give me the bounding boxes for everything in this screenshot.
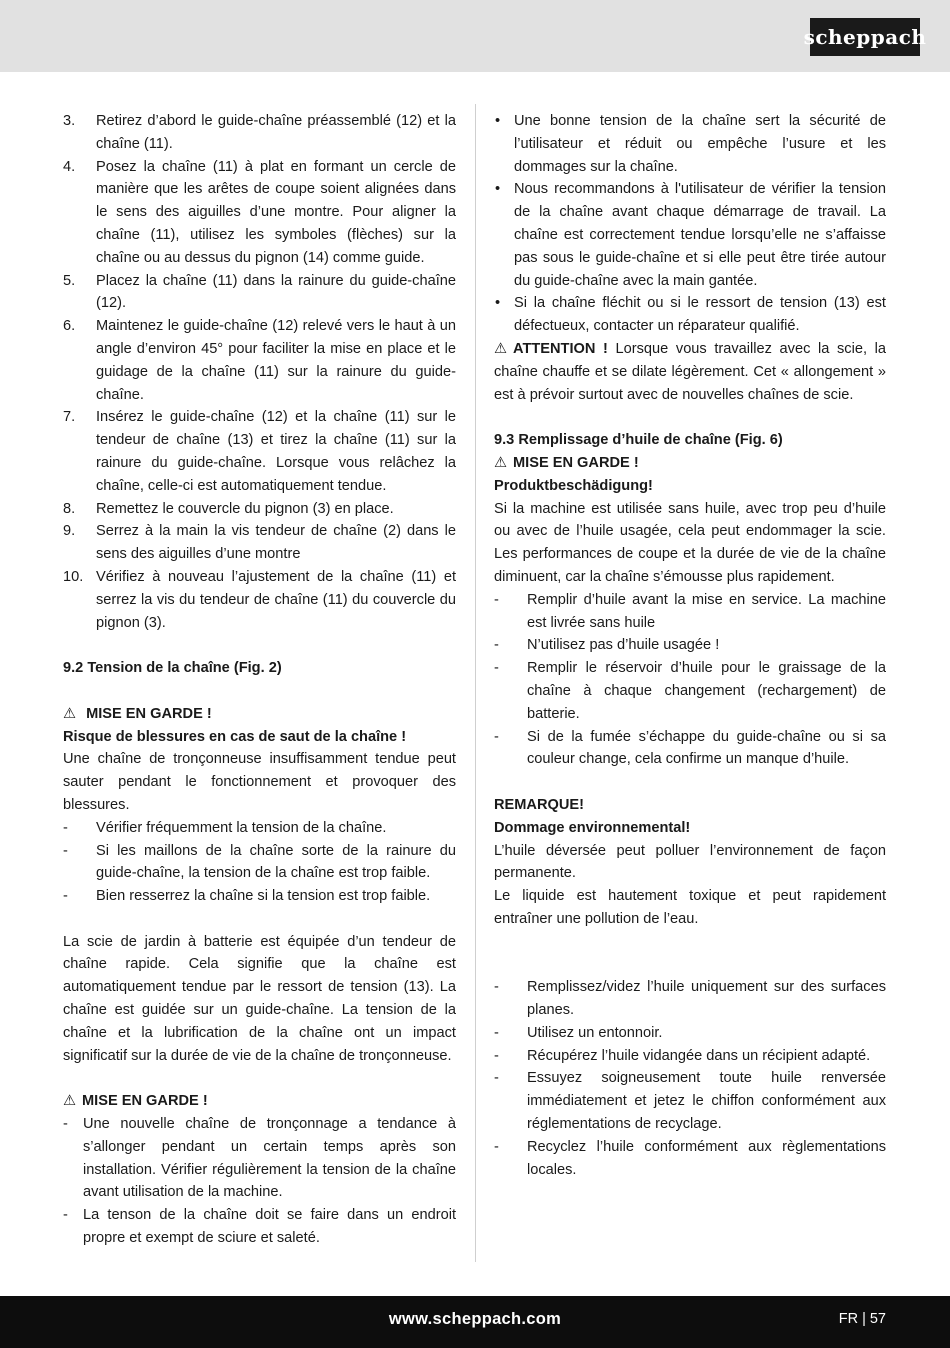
list-item-text: Recyclez l’huile conformément aux règlementations locales. bbox=[527, 1138, 886, 1178]
section-heading-9-3: 9.3 Remplissage d’huile de chaîne (Fig. 6) bbox=[494, 432, 783, 449]
step-item bbox=[63, 498, 456, 521]
list-item-text: Si les maillons de la chaîne sorte de la rainure du guide-chaîne, la tension de la chaîne est trop faible. bbox=[96, 842, 456, 882]
warning-heading bbox=[63, 1090, 456, 1113]
list-item-text: Remplir le réservoir d’huile pour le graissage de la chaîne à chaque changement (rechargement) de batterie. bbox=[527, 660, 886, 722]
attention-text: Lorsque vous travaillez avec la scie, la chaîne chauffe et se dilate légèrement. Cet « allongement » est à prévoir surtout avec de nouvelles chaînes de scie. bbox=[494, 340, 886, 403]
list-item-text: N’utilisez pas d’huile usagée ! bbox=[527, 637, 720, 654]
dash-marker: - bbox=[494, 637, 499, 654]
bullet-text: Nous recommandons à l'utilisateur de vérifier la tension de la chaîne avant chaque démarrage de travail. La chaîne est correctement tendue lorsqu’elle ne s’affaisse pas sous le guide-chaîne et si elle peut être tirée autour du guide-chaîne avec la main gantée. bbox=[514, 181, 886, 289]
step-number: 10. bbox=[63, 568, 84, 585]
list-item bbox=[494, 657, 886, 725]
step-text: Posez la chaîne (11) à plat en formant un cercle de manière que les arêtes de coupe soient alignées dans le sens des aiguilles d’une montre. Pour aligner la chaîne (11), utilisez les symboles (flèches) sur la chaîne ou au dessus du pignon (14) comme guide. bbox=[96, 158, 456, 266]
note-text: Le liquide est hautement toxique et peut rapidement entraîner une pollution de l’eau. bbox=[494, 888, 886, 927]
dash-marker: - bbox=[494, 1138, 499, 1155]
dash-marker: - bbox=[494, 979, 499, 996]
step-item bbox=[63, 520, 456, 566]
list-item-text: Si de la fumée s’échappe du guide-chaîne ou si sa couleur change, cela confirme un manque d’huile. bbox=[527, 728, 886, 768]
warning-subheading: Produktbeschädigung! bbox=[494, 477, 653, 494]
warning-label: MISE EN GARDE ! bbox=[513, 454, 639, 471]
brand-name: scheppach bbox=[803, 25, 927, 49]
list-item-text: Une nouvelle chaîne de tronçonnage a tendance à s’allonger pendant un certain temps après son installation. Vérifier régulièrement la tension de la chaîne avant utilisation de la machine. bbox=[83, 1116, 456, 1201]
step-number: 9. bbox=[63, 523, 76, 540]
warning-icon: ⚠ bbox=[63, 1093, 77, 1110]
list-item bbox=[494, 1045, 886, 1068]
step-number: 6. bbox=[63, 318, 76, 335]
list-item bbox=[494, 976, 886, 1022]
step-text: Insérez le guide-chaîne (12) et la chaîne (11) sur le tendeur de chaîne (13) et tirez la chaîne (11) sur la rainure du guide-chaîne. Lorsque vous relâchez la chaîne, celle-ci est automatiquement tendue. bbox=[96, 409, 456, 494]
note-subheading: Dommage environnemental! bbox=[494, 819, 691, 836]
step-item bbox=[63, 110, 456, 156]
warning-subheading: Risque de blessures en cas de saut de la chaîne ! bbox=[63, 728, 407, 745]
attention-label: ATTENTION ! bbox=[513, 340, 608, 357]
step-text: Serrez à la main la vis tendeur de chaîne (2) dans le sens des aiguilles d’une montre bbox=[96, 523, 456, 563]
header-bar bbox=[0, 0, 950, 72]
right-column bbox=[494, 110, 886, 1181]
note-text: L’huile déversée peut polluer l’environnement de façon permanente. bbox=[494, 842, 886, 882]
warning-icon: ⚠ bbox=[494, 454, 508, 471]
list-item-text: Essuyez soigneusement toute huile renversée immédiatement et jetez le chiffon conformément aux réglementations de recyclage. bbox=[527, 1070, 886, 1133]
steps-list bbox=[63, 110, 456, 634]
bullet-item bbox=[494, 292, 886, 338]
bullet-item bbox=[494, 110, 886, 178]
step-number: 3. bbox=[63, 113, 76, 129]
dash-marker: - bbox=[494, 1047, 499, 1064]
section-heading-9-2: 9.2 Tension de la chaîne (Fig. 2) bbox=[63, 660, 282, 677]
step-text: Maintenez le guide-chaîne (12) relevé vers le haut à un angle d’environ 45° pour faciliter la mise en place et le guidage de la chaîne (11) sur la rainure du guide-chaîne. bbox=[96, 318, 456, 403]
step-item bbox=[63, 315, 456, 406]
step-number: 8. bbox=[63, 500, 76, 517]
attention-paragraph bbox=[494, 338, 886, 406]
bullet-marker: • bbox=[495, 295, 501, 312]
step-text: Retirez d’abord le guide-chaîne préassemblé (12) et la chaîne (11). bbox=[96, 113, 456, 152]
step-text: Placez la chaîne (11) dans la rainure du guide-chaîne (12). bbox=[96, 272, 456, 312]
list-item bbox=[494, 1067, 886, 1135]
warning-text: Si la machine est utilisée sans huile, avec trop peu d’huile ou avec de l’huile usagée, cela peut endommager la scie. Les performances de coupe et la durée de vie de la chaîne diminuent, car la chaîne s’émousse plus rapidement. bbox=[494, 500, 886, 585]
warning-label: MISE EN GARDE ! bbox=[86, 705, 212, 722]
dash-marker: - bbox=[494, 1024, 499, 1041]
list-item-text: Utilisez un entonnoir. bbox=[527, 1024, 663, 1041]
list-item bbox=[494, 589, 886, 635]
step-item bbox=[63, 270, 456, 316]
paragraph-chain-tensioner: La scie de jardin à batterie est équipée d’un tendeur de chaîne rapide. Cela signifie que la chaîne est automatiquement tendue par le ressort de tension (13). La chaîne est guidée sur un guide-chaîne. La tension de la chaîne et la lubrification de la chaîne ont un impact significatif sur la durée de vie de la chaîne de tronçonneuse. bbox=[63, 933, 456, 1064]
list-item bbox=[494, 1136, 886, 1182]
step-number: 7. bbox=[63, 409, 76, 426]
left-column bbox=[63, 110, 456, 1250]
list-item bbox=[63, 840, 456, 886]
website-link[interactable]: www.scheppach.com bbox=[388, 1310, 562, 1328]
list-item-text: Remplir d’huile avant la mise en service. La machine est livrée sans huile bbox=[527, 591, 886, 631]
bullet-text: Si la chaîne fléchit ou si le ressort de tension (13) est défectueux, contacter un réparateur qualifié. bbox=[514, 295, 886, 335]
footer-bar bbox=[0, 1296, 950, 1348]
step-item bbox=[63, 566, 456, 634]
step-number: 5. bbox=[63, 272, 76, 289]
list-item bbox=[63, 817, 456, 840]
dash-marker: - bbox=[63, 842, 68, 859]
note-heading: REMARQUE! bbox=[494, 796, 584, 813]
dash-marker: - bbox=[63, 1207, 68, 1224]
list-item-text: Récupérez l’huile vidangée dans un récipient adapté. bbox=[527, 1047, 871, 1064]
warning-label: MISE EN GARDE ! bbox=[82, 1093, 208, 1110]
dash-marker: - bbox=[494, 660, 499, 677]
brand-logo bbox=[803, 18, 927, 56]
step-text: Vérifiez à nouveau l’ajustement de la chaîne (11) et serrez la vis du tendeur de chaîne (11) du couvercle du pignon (3). bbox=[96, 568, 456, 631]
list-item-text: Bien resserrez la chaîne si la tension est trop faible. bbox=[96, 888, 431, 905]
bullet-marker: • bbox=[495, 113, 501, 129]
list-item-text: La tenson de la chaîne doit se faire dans un endroit propre et exempt de sciure et saleté. bbox=[83, 1207, 456, 1247]
column-divider bbox=[475, 104, 476, 1262]
bullet-marker: • bbox=[495, 181, 501, 198]
dash-marker: - bbox=[494, 1070, 499, 1087]
warning-heading bbox=[494, 452, 886, 475]
dash-marker: - bbox=[63, 888, 68, 905]
list-item bbox=[494, 1022, 886, 1045]
step-number: 4. bbox=[63, 158, 76, 175]
dash-marker: - bbox=[494, 728, 499, 745]
warning-heading bbox=[63, 703, 456, 726]
bullet-text: Une bonne tension de la chaîne sert la sécurité de l’utilisateur et réduit ou empêche l’usure et les dommages sur la chaîne. bbox=[514, 113, 886, 175]
step-text: Remettez le couvercle du pignon (3) en place. bbox=[96, 500, 394, 517]
bullet-item bbox=[494, 178, 886, 292]
warning-text: Une chaîne de tronçonneuse insuffisamment tendue peut sauter pendant le fonctionnement et provoquer des blessures. bbox=[63, 751, 456, 813]
dash-marker: - bbox=[494, 591, 499, 608]
warning-icon: ⚠ bbox=[494, 340, 508, 357]
list-item bbox=[494, 726, 886, 772]
list-item bbox=[63, 885, 456, 908]
list-item bbox=[63, 1113, 456, 1204]
step-item bbox=[63, 406, 456, 497]
list-item bbox=[494, 634, 886, 657]
dash-marker: - bbox=[63, 819, 68, 836]
list-item-text: Remplissez/videz l’huile uniquement sur des surfaces planes. bbox=[527, 979, 886, 1019]
list-item-text: Vérifier fréquemment la tension de la chaîne. bbox=[96, 819, 387, 836]
step-item bbox=[63, 156, 456, 270]
dash-marker: - bbox=[63, 1116, 68, 1133]
list-item bbox=[63, 1204, 456, 1250]
page-number: FR | 57 bbox=[838, 1311, 886, 1327]
warning-icon: ⚠ bbox=[63, 705, 77, 722]
